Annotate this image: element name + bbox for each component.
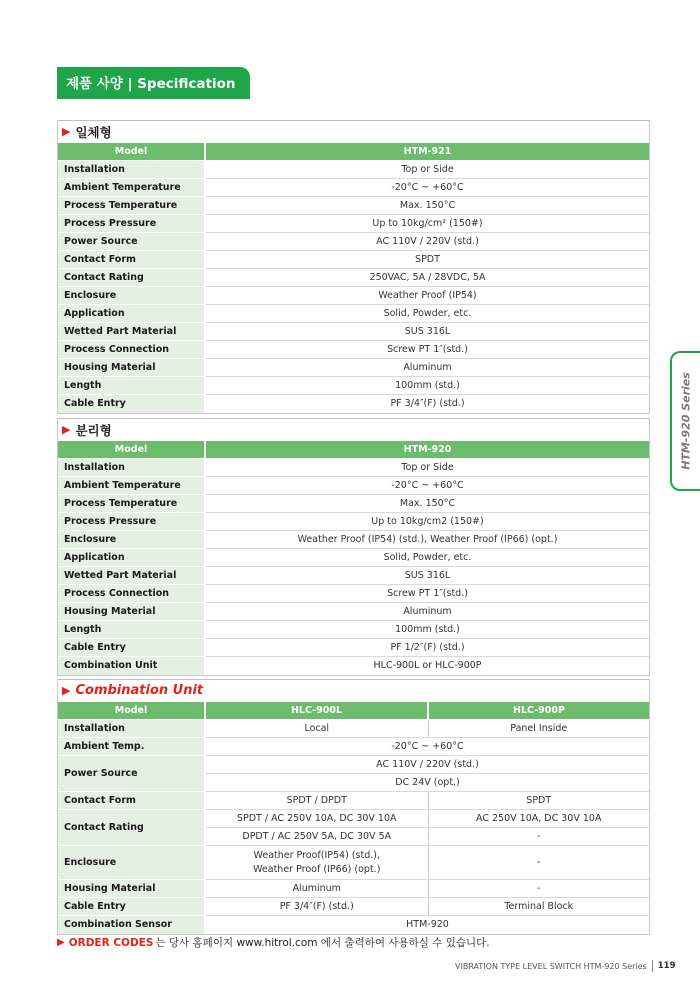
table-row xyxy=(58,269,649,287)
spec-table xyxy=(58,440,649,675)
page-footer xyxy=(455,960,675,972)
row-value: Top or Side xyxy=(205,161,649,179)
table-row xyxy=(58,531,649,549)
row-value: 250VAC, 5A / 28VDC, 5A xyxy=(205,269,649,287)
table-row xyxy=(58,477,649,495)
row-label: Contact Form xyxy=(58,792,205,810)
page-number: 119 xyxy=(657,961,676,971)
triangle-icon: ▶ xyxy=(62,125,71,138)
row-label: Wetted Part Material xyxy=(58,567,205,585)
row-value: Solid, Powder, etc. xyxy=(205,549,649,567)
title-underline xyxy=(57,97,250,99)
row-label: Contact Rating xyxy=(58,810,205,846)
row-value: Aluminum xyxy=(205,359,649,377)
order-codes-text: 는 당사 홈페이지 www.hitrol.com 에서 출력하여 사용하실 수 있습니다. xyxy=(155,937,490,949)
row-label: Ambient Temperature xyxy=(58,477,205,495)
row-label: Cable Entry xyxy=(58,395,205,413)
row-label: Process Temperature xyxy=(58,495,205,513)
spec-section-combination xyxy=(57,679,650,935)
section-heading xyxy=(58,418,649,440)
row-label: Installation xyxy=(58,720,205,738)
row-value: Screw PT 1″(std.) xyxy=(205,585,649,603)
row-value: PF 3/4″(F) (std.) xyxy=(205,395,649,413)
row-label: Contact Form xyxy=(58,251,205,269)
footer-text: VIBRATION TYPE LEVEL SWITCH HTM-920 Series xyxy=(455,961,647,971)
table-row xyxy=(58,810,649,828)
row-value: HTM-920 xyxy=(205,916,649,934)
row-value: SUS 316L xyxy=(205,567,649,585)
table-row xyxy=(58,603,649,621)
table-row xyxy=(58,197,649,215)
row-value: Max. 150°C xyxy=(205,495,649,513)
model-header: Model xyxy=(58,143,205,161)
table-row xyxy=(58,549,649,567)
row-value: Aluminum xyxy=(205,603,649,621)
spec-section-separate xyxy=(57,418,650,676)
row-label: Power Source xyxy=(58,233,205,251)
row-value: Weather Proof (IP54) (std.), Weather Proof (IP66) (opt.) xyxy=(205,531,649,549)
row-label: Enclosure xyxy=(58,531,205,549)
table-row xyxy=(58,215,649,233)
row-value: SPDT / DPDT xyxy=(205,792,428,810)
row-value: PF 1/2″(F) (std.) xyxy=(205,639,649,657)
table-row xyxy=(58,621,649,639)
table-row xyxy=(58,341,649,359)
row-value: SPDT / AC 250V 10A, DC 30V 10A xyxy=(205,810,428,828)
row-label: Process Pressure xyxy=(58,215,205,233)
table-row xyxy=(58,395,649,413)
section-title: Combination Unit xyxy=(75,683,204,698)
table-row xyxy=(58,251,649,269)
spec-table xyxy=(58,142,649,413)
table-row xyxy=(58,639,649,657)
row-label: Length xyxy=(58,377,205,395)
combo-table xyxy=(58,701,649,934)
row-value: AC 110V / 220V (std.) xyxy=(205,233,649,251)
table-row xyxy=(58,287,649,305)
row-value: -20°C ~ +60°C xyxy=(205,179,649,197)
enclosure-line-2: Weather Proof (IP66) (opt.) xyxy=(253,864,381,875)
row-value: 100mm (std.) xyxy=(205,377,649,395)
table-row xyxy=(58,792,649,810)
row-value: Terminal Block xyxy=(428,898,649,916)
row-value: PF 3/4″(F) (std.) xyxy=(205,898,428,916)
row-label: Cable Entry xyxy=(58,639,205,657)
row-value: Weather Proof (IP54) xyxy=(205,287,649,305)
table-row xyxy=(58,898,649,916)
side-tab-label: HTM-920 Series xyxy=(679,372,693,470)
table-row xyxy=(58,359,649,377)
row-value: DC 24V (opt.) xyxy=(205,774,649,792)
table-header-row xyxy=(58,441,649,459)
table-header-row xyxy=(58,702,649,720)
footer-divider xyxy=(652,960,653,972)
section-heading xyxy=(58,679,649,701)
enclosure-line-1: Weather Proof(IP54) (std.), xyxy=(253,850,380,861)
table-header-row xyxy=(58,143,649,161)
row-value: - xyxy=(428,828,649,846)
row-label: Power Source xyxy=(58,756,205,792)
table-row xyxy=(58,305,649,323)
row-value: Solid, Powder, etc. xyxy=(205,305,649,323)
section-heading xyxy=(58,120,649,142)
table-row xyxy=(58,459,649,477)
table-row xyxy=(58,880,649,898)
row-value: DPDT / AC 250V 5A, DC 30V 5A xyxy=(205,828,428,846)
table-row xyxy=(58,233,649,251)
order-codes-label: ORDER CODES xyxy=(68,936,154,949)
model-col2: HLC-900P xyxy=(428,702,649,720)
row-value xyxy=(205,846,428,880)
row-label: Installation xyxy=(58,161,205,179)
table-row xyxy=(58,657,649,675)
model-header: Model xyxy=(58,702,205,720)
row-label: Process Temperature xyxy=(58,197,205,215)
row-label: Combination Unit xyxy=(58,657,205,675)
row-label: Enclosure xyxy=(58,287,205,305)
row-label: Combination Sensor xyxy=(58,916,205,934)
row-value: SPDT xyxy=(428,792,649,810)
table-row xyxy=(58,323,649,341)
table-row xyxy=(58,916,649,934)
table-row xyxy=(58,567,649,585)
model-header: Model xyxy=(58,441,205,459)
order-codes-note xyxy=(57,935,490,950)
table-row xyxy=(58,738,649,756)
row-label: Housing Material xyxy=(58,359,205,377)
row-label: Process Pressure xyxy=(58,513,205,531)
table-row xyxy=(58,377,649,395)
row-value: Panel Inside xyxy=(428,720,649,738)
row-value: - xyxy=(428,880,649,898)
row-label: Installation xyxy=(58,459,205,477)
section-title: 분리형 xyxy=(75,422,112,438)
table-row xyxy=(58,846,649,880)
table-row xyxy=(58,756,649,774)
row-label: Application xyxy=(58,549,205,567)
table-row xyxy=(58,720,649,738)
row-label: Cable Entry xyxy=(58,898,205,916)
row-label: Wetted Part Material xyxy=(58,323,205,341)
row-label: Housing Material xyxy=(58,880,205,898)
series-side-tab xyxy=(670,351,700,491)
triangle-icon: ▶ xyxy=(57,937,65,948)
model-value: HTM-920 xyxy=(205,441,649,459)
row-label: Ambient Temp. xyxy=(58,738,205,756)
spec-section-integrated xyxy=(57,120,650,414)
row-value: SPDT xyxy=(205,251,649,269)
row-value: - xyxy=(428,846,649,880)
table-row xyxy=(58,495,649,513)
row-label: Ambient Temperature xyxy=(58,179,205,197)
row-value: AC 250V 10A, DC 30V 10A xyxy=(428,810,649,828)
row-label: Application xyxy=(58,305,205,323)
row-value: HLC-900L or HLC-900P xyxy=(205,657,649,675)
row-label: Enclosure xyxy=(58,846,205,880)
row-value: Aluminum xyxy=(205,880,428,898)
row-value: AC 110V / 220V (std.) xyxy=(205,756,649,774)
row-label: Housing Material xyxy=(58,603,205,621)
table-row xyxy=(58,161,649,179)
model-col1: HLC-900L xyxy=(205,702,428,720)
row-label: Contact Rating xyxy=(58,269,205,287)
table-row xyxy=(58,513,649,531)
row-value: Top or Side xyxy=(205,459,649,477)
row-value: Up to 10kg/cm2 (150#) xyxy=(205,513,649,531)
row-value: SUS 316L xyxy=(205,323,649,341)
row-value: Screw PT 1″(std.) xyxy=(205,341,649,359)
section-title: 일체형 xyxy=(75,124,112,140)
row-value: Max. 150°C xyxy=(205,197,649,215)
table-row xyxy=(58,179,649,197)
row-value: -20°C ~ +60°C xyxy=(205,477,649,495)
row-value: -20°C ~ +60°C xyxy=(205,738,649,756)
triangle-icon: ▶ xyxy=(62,684,71,697)
model-value: HTM-921 xyxy=(205,143,649,161)
row-label: Length xyxy=(58,621,205,639)
page-title: 제품 사양 | Specification xyxy=(57,67,250,97)
row-value: 100mm (std.) xyxy=(205,621,649,639)
row-label: Process Connection xyxy=(58,341,205,359)
table-row xyxy=(58,585,649,603)
row-label: Process Connection xyxy=(58,585,205,603)
triangle-icon: ▶ xyxy=(62,423,71,436)
row-value: Local xyxy=(205,720,428,738)
row-value: Up to 10kg/cm² (150#) xyxy=(205,215,649,233)
